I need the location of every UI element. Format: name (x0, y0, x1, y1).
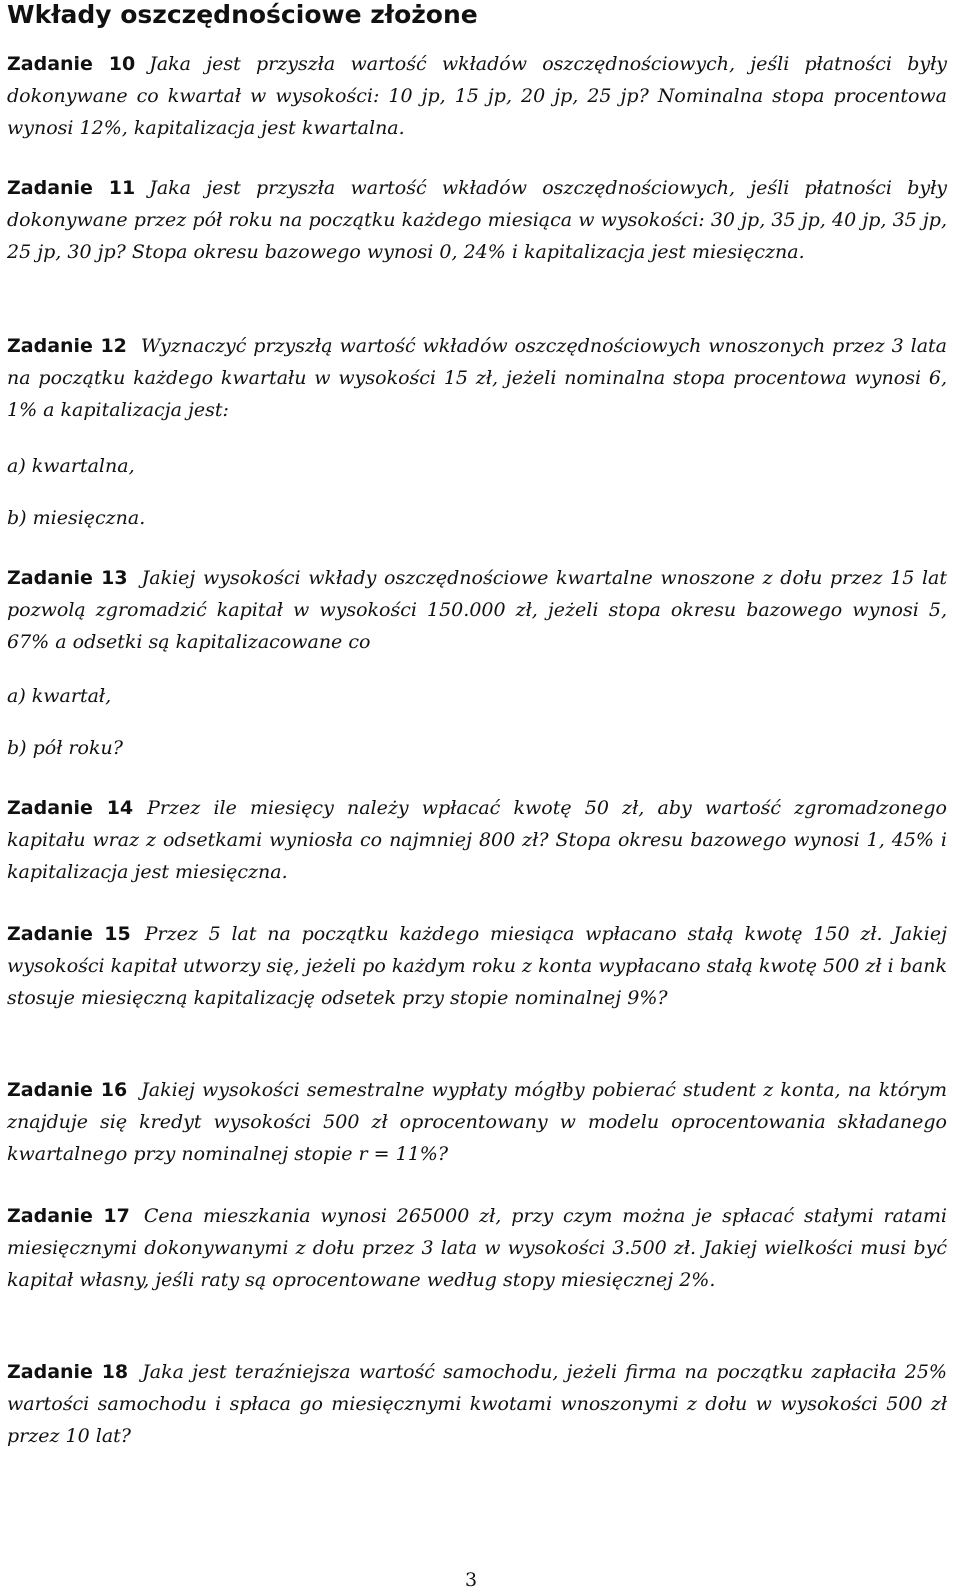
task-label: Zadanie 17 (7, 1205, 130, 1227)
page-number: 3 (465, 1569, 478, 1591)
task-18 (7, 1356, 947, 1452)
task-text: Jaka jest teraźniejsza wartość samochodu, jeżeli firma na początku zapłaciła 25% wartości samochodu i spłaca go miesięcznymi kwotami wnoszonymi z dołu w wysokości 500 zł przez 10 lat? (7, 1361, 947, 1447)
task-text: Cena mieszkania wynosi 265000 zł, przy czym można je spłacać stałymi ratami miesięcznymi dokonywanymi z dołu przez 3 lata w wysokości 3.500 zł. Jakiej wielkości musi być kapitał własny, jeśli raty są oprocentowane według stopy miesięcznej 2%. (7, 1205, 947, 1291)
task-label: Zadanie 18 (7, 1361, 129, 1383)
section-title: Wkłady oszczędnościowe złożone (7, 0, 478, 29)
task-label: Zadanie 15 (7, 923, 131, 945)
task-label: Zadanie 10 (7, 53, 136, 75)
task-12-option-b: b) miesięczna. (7, 507, 146, 529)
task-text: Jaka jest przyszła wartość wkładów oszczędnościowych, jeśli płatności były dokonywane przez pół roku na początku każdego miesiąca w wysokości: 30 jp, 35 jp, 40 jp, 35 jp, 25 jp, 30 jp? Stopa okresu bazowego wynosi 0, 24% i kapitalizacja jest miesięczna. (7, 177, 947, 263)
task-label: Zadanie 11 (7, 177, 136, 199)
task-text: Przez ile miesięcy należy wpłacać kwotę 50 zł, aby wartość zgromadzonego kapitału wraz z odsetkami wyniosła co najmniej 800 zł? Stopa okresu bazowego wynosi 1, 45% i kapitalizacja jest miesięczna. (7, 797, 947, 883)
task-12-option-a: a) kwartalna, (7, 455, 135, 477)
task-label: Zadanie 16 (7, 1079, 128, 1101)
task-11 (7, 172, 947, 268)
task-text: Jakiej wysokości wkłady oszczędnościowe kwartalne wnoszone z dołu przez 15 lat pozwolą zgromadzić kapitał w wysokości 150.000 zł, jeżeli stopa okresu bazowego wynosi 5, 67% a odsetki są kapitalizacowane co (7, 567, 947, 653)
task-label: Zadanie 13 (7, 567, 128, 589)
task-text: Przez 5 lat na początku każdego miesiąca wpłacano stałą kwotę 150 zł. Jakiej wysokości kapitał utworzy się, jeżeli po każdym roku z konta wypłacano stałą kwotę 500 zł i bank stosuje miesięczną kapitalizację odsetek przy stopie nominalnej 9%? (7, 923, 947, 1009)
task-16 (7, 1074, 947, 1170)
task-text: Wyznaczyć przyszłą wartość wkładów oszczędnościowych wnoszonych przez 3 lata na początku każdego kwartału w wysokości 15 zł, jeżeli nominalna stopa procentowa wynosi 6, 1% a kapitalizacja jest: (7, 335, 947, 421)
task-text: Jakiej wysokości semestralne wypłaty mógłby pobierać student z konta, na którym znajduje się kredyt wysokości 500 zł oprocentowany w modelu oprocentowania składanego kwartalnego przy nominalnej stopie r = 11%? (7, 1079, 947, 1165)
task-17 (7, 1200, 947, 1296)
task-14 (7, 792, 947, 888)
task-15 (7, 918, 947, 1014)
task-12 (7, 330, 947, 426)
task-label: Zadanie 12 (7, 335, 127, 357)
task-13-option-b: b) pół roku? (7, 737, 123, 759)
task-10 (7, 48, 947, 144)
task-text: Jaka jest przyszła wartość wkładów oszczędnościowych, jeśli płatności były dokonywane co kwartał w wysokości: 10 jp, 15 jp, 20 jp, 25 jp? Nominalna stopa procentowa wynosi 12%, kapitalizacja jest kwartalna. (7, 53, 947, 139)
task-label: Zadanie 14 (7, 797, 134, 819)
task-13 (7, 562, 947, 658)
task-13-option-a: a) kwartał, (7, 685, 112, 707)
